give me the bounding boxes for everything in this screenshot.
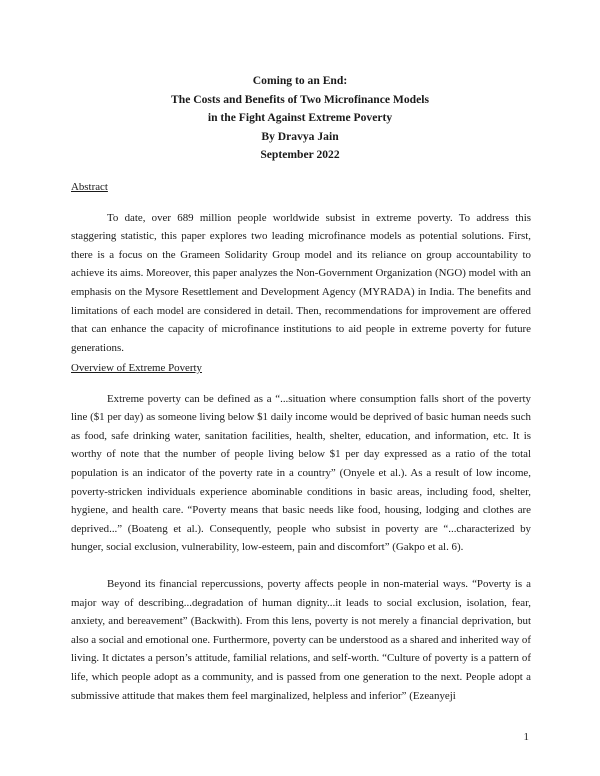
overview-paragraph-1: Extreme poverty can be defined as a “...situation where consumption falls short of the poverty line ($1 per day) as someone living below $1 daily income would be deprived of basic human needs such as food, safe drinking water, sanitation facilities, health, shelter, education, and information, etc. It is worthy of note that the number of people living below $1 per day expressed as a ratio of the total population is an indicator of the poverty rate in a country” (Onyele et al.). As a result of low income, poverty-stricken individuals experience abominable conditions in basic areas, including food, shelter, hygiene, and health care. “Poverty means that basic needs like food, housing, lodging and clothes are deprived...” (Boateng et al.). Consequently, people who subsist in poverty are “...characterized by hunger, social exclusion, vulnerability, low-esteem, pain and discomfort” (Gakpo et al. 6). — [71, 392, 531, 554]
abstract-section — [71, 178, 531, 357]
abstract-paragraph: To date, over 689 million people worldwide subsist in extreme poverty. To address this staggering statistic, this paper explores two leading microfinance models as potential solutions. First, there is a focus on the Grameen Solidarity Group model and its reliance on group accountability to achieve its aims. Moreover, this paper analyzes the Non-Government Organization (NGO) model with an emphasis on the Mysore Resettlement and Development Agency (MYRADA) in India. The benefits and limitations of each model are considered in detail. Then, recommendations for improvement are offered that can enhance the capacity of microfinance institutions to aid people in extreme poverty for future generations. — [71, 211, 531, 354]
author-line: By Dravya Jain — [261, 129, 339, 143]
abstract-heading: Abstract — [71, 181, 108, 193]
title-line-2: The Costs and Benefits of Two Microfinance Models — [171, 92, 429, 106]
date-line: September 2022 — [260, 148, 340, 162]
title-line-1: Coming to an End: — [252, 74, 348, 87]
overview-paragraph-2: Beyond its financial repercussions, poverty affects people in non-material ways. “Poverty is a major way of describing...degradation of human dignity...it leads to social exclusion, isolation, fear, anxiety, and bereavement” (Backwith). From this lens, poverty is not merely a financial deprivation, but also a social and emotional one. Furthermore, poverty can be understood as a shared and inherited way of living. It dictates a person’s attitude, familial relations, and self-worth. “Culture of poverty is a pattern of life, which people adopt as a community, and is passed from one generation to the next. People adopt a submissive attitude that makes them feel marginalized, helpless and inferior” (Ezeanyeji — [71, 577, 531, 702]
page-number: 1 — [523, 731, 529, 743]
overview-heading: Overview of Extreme Poverty — [71, 362, 202, 374]
title-line-3: in the Fight Against Extreme Poverty — [207, 111, 393, 125]
title-block — [0, 72, 600, 165]
overview-section — [71, 359, 531, 705]
